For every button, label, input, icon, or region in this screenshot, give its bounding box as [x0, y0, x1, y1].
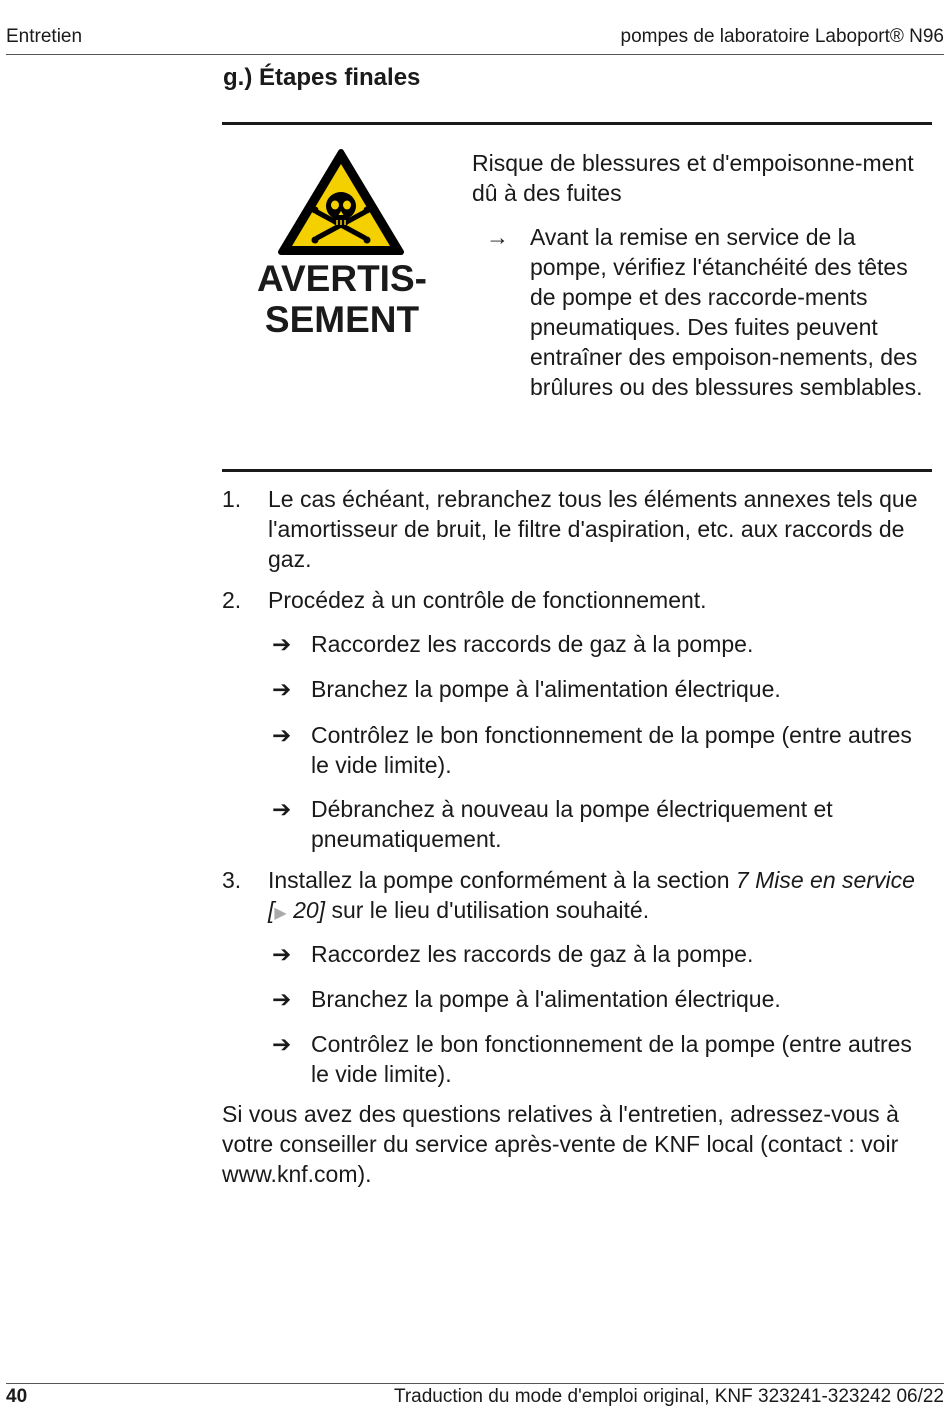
- step-number: 2.: [222, 587, 242, 613]
- section-title: g.) Étapes finales: [223, 64, 421, 91]
- step-2: [222, 585, 922, 615]
- substep-text: Branchez la pompe à l'alimentation électrique.: [311, 676, 781, 702]
- arrow-right-icon: ➔: [272, 941, 292, 967]
- step-text: [268, 865, 922, 929]
- warning-action: [486, 222, 926, 402]
- substep-2-4: [272, 794, 922, 854]
- warning-bottom-rule: [222, 469, 932, 472]
- warning-top-rule: [222, 122, 932, 125]
- warning-action-text: Avant la remise en service de la pompe, vérifiez l'étanchéité des têtes de pompe et des raccorde-ments pneumatiques. Des fuites peuvent entraîner des empoison-nements, des brûlures ou des blessures semblables.: [530, 224, 923, 400]
- page-number: 40: [6, 1386, 28, 1407]
- closing-paragraph: Si vous avez des questions relatives à l'entretien, adressez-vous à votre conseiller du service après-vente de KNF local (contact : voir www.knf.com).: [222, 1101, 899, 1187]
- substep-2-3: [272, 720, 922, 780]
- substep-2-2: [272, 674, 922, 704]
- xref-label: 7 Mise en service [: [268, 867, 915, 923]
- substep-3-3: [272, 1029, 922, 1089]
- xref-page: 20]: [286, 897, 326, 923]
- substep-text: Débranchez à nouveau la pompe électriquement et pneumatiquement.: [311, 796, 833, 852]
- step-text: Le cas échéant, rebranchez tous les éléments annexes tels que l'amortisseur de bruit, le filtre d'aspiration, etc. aux raccords de gaz.: [268, 486, 918, 572]
- step-text: Procédez à un contrôle de fonctionnement.: [268, 587, 707, 613]
- substep-text: Raccordez les raccords de gaz à la pompe.: [311, 631, 754, 657]
- step-text-after: sur le lieu d'utilisation souhaité.: [325, 897, 650, 923]
- arrow-right-icon: ➔: [272, 986, 292, 1012]
- warning-signal-word-line2: SEMENT: [264, 299, 420, 340]
- arrow-right-icon: →: [486, 224, 509, 250]
- substep-3-2: [272, 984, 922, 1014]
- warning-signal-word: [222, 258, 462, 340]
- substep-text: Contrôlez le bon fonctionnement de la pompe (entre autres le vide limite).: [311, 722, 912, 778]
- header-chapter: Entretien: [6, 26, 83, 47]
- step-number: 3.: [222, 867, 242, 893]
- substep-text: Branchez la pompe à l'alimentation électrique.: [311, 986, 781, 1012]
- warning-risk-text: Risque de blessures et d'empoisonne-ment dû à des fuites: [472, 150, 914, 206]
- arrow-right-icon: ➔: [272, 722, 292, 748]
- toxic-warning-icon: [277, 148, 405, 256]
- substep-2-1: [272, 629, 922, 659]
- step-1: [222, 484, 922, 574]
- arrow-right-icon: ➔: [272, 796, 292, 822]
- arrow-right-icon: ➔: [272, 631, 292, 657]
- step-number: 1.: [222, 486, 242, 512]
- step-3: [222, 865, 922, 929]
- warning-signal-word-line1: AVERTIS-: [257, 258, 427, 299]
- arrow-right-icon: ➔: [272, 676, 292, 702]
- page-header: [6, 26, 944, 55]
- substep-text: Raccordez les raccords de gaz à la pompe.: [311, 941, 754, 967]
- step-text-before: Installez la pompe conformément à la section: [268, 867, 736, 893]
- page-footer: [6, 1383, 944, 1408]
- document-reference: Traduction du mode d'emploi original, KNF 323241-323242 06/22: [393, 1386, 944, 1407]
- header-product: pompes de laboratoire Laboport® N96: [620, 26, 944, 47]
- substep-3-1: [272, 939, 922, 969]
- substep-text: Contrôlez le bon fonctionnement de la pompe (entre autres le vide limite).: [311, 1031, 912, 1087]
- arrow-right-icon: ➔: [272, 1031, 292, 1057]
- page-marker-icon: ▶: [274, 905, 287, 922]
